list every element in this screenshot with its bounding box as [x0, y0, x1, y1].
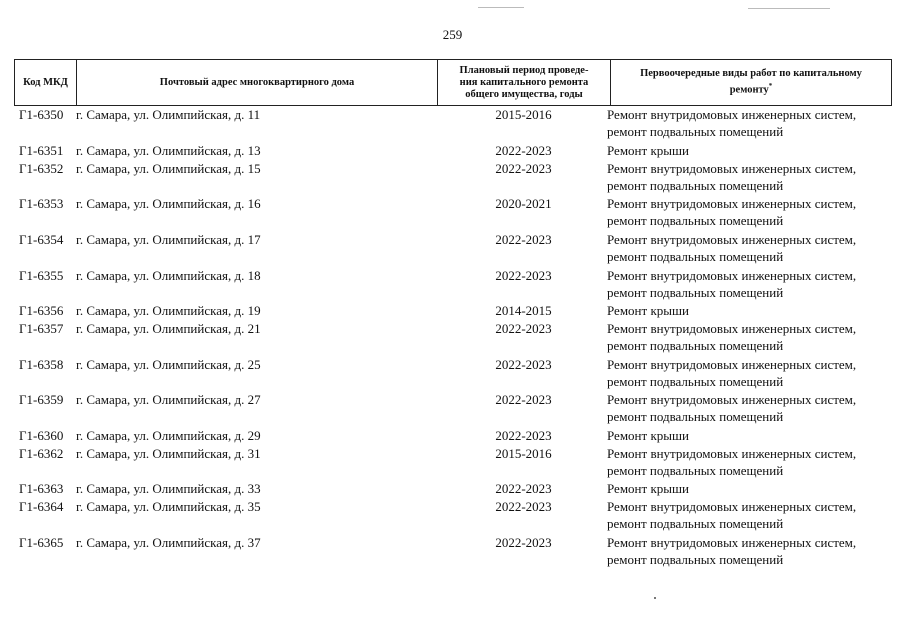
row-code: Г1-6350 [19, 107, 64, 122]
row-address: г. Самара, ул. Олимпийская, д. 13 [76, 143, 261, 158]
row-works [607, 231, 897, 265]
row-address: г. Самара, ул. Олимпийская, д. 21 [76, 321, 261, 336]
table-row [0, 320, 905, 356]
row-works [607, 160, 897, 194]
row-works [607, 534, 897, 568]
row-works-line: Ремонт крыши [607, 428, 689, 443]
row-works [607, 391, 897, 425]
row-address: г. Самара, ул. Олимпийская, д. 17 [76, 232, 261, 247]
row-works-line: Ремонт внутридомовых инженерных систем, [607, 535, 857, 550]
row-works-line: Ремонт внутридомовых инженерных систем, [607, 232, 857, 247]
row-period: 2020-2021 [495, 196, 552, 211]
row-works-line: ремонт подвальных помещений [607, 409, 784, 424]
row-works [607, 106, 897, 140]
row-period: 2022-2023 [495, 392, 552, 407]
row-period: 2022-2023 [495, 481, 552, 496]
row-works [607, 267, 897, 301]
row-period: 2022-2023 [495, 499, 552, 514]
row-code: Г1-6360 [19, 428, 64, 443]
row-period: 2022-2023 [495, 428, 552, 443]
row-code: Г1-6354 [19, 232, 64, 247]
scan-speck [654, 597, 656, 599]
row-works-line: Ремонт внутридомовых инженерных систем, [607, 196, 857, 211]
row-address: г. Самара, ул. Олимпийская, д. 27 [76, 392, 261, 407]
table-row [0, 534, 905, 570]
row-works-line: ремонт подвальных помещений [607, 552, 784, 567]
row-works-line: Ремонт крыши [607, 143, 689, 158]
row-period: 2014-2015 [495, 303, 552, 318]
row-code: Г1-6359 [19, 392, 64, 407]
row-works-line: Ремонт внутридомовых инженерных систем, [607, 392, 857, 407]
row-address: г. Самара, ул. Олимпийская, д. 25 [76, 357, 261, 372]
row-works-line: ремонт подвальных помещений [607, 285, 784, 300]
row-code: Г1-6352 [19, 161, 64, 176]
row-period: 2022-2023 [495, 161, 552, 176]
row-code: Г1-6358 [19, 357, 64, 372]
row-address: г. Самара, ул. Олимпийская, д. 29 [76, 428, 261, 443]
row-works-line: Ремонт внутридомовых инженерных систем, [607, 357, 857, 372]
row-address: г. Самара, ул. Олимпийская, д. 33 [76, 481, 261, 496]
row-works-line: ремонт подвальных помещений [607, 338, 784, 353]
row-works-line: ремонт подвальных помещений [607, 249, 784, 264]
row-period: 2015-2016 [495, 446, 552, 461]
row-works [607, 302, 897, 319]
row-code: Г1-6351 [19, 143, 64, 158]
row-works-line: Ремонт внутридомовых инженерных систем, [607, 446, 857, 461]
header-works-footnote-mark: * [768, 82, 773, 91]
row-works-line: ремонт подвальных помещений [607, 178, 784, 193]
row-code: Г1-6365 [19, 535, 64, 550]
row-works [607, 498, 897, 532]
header-code: Код МКД [23, 76, 68, 88]
row-works-line: Ремонт внутридомовых инженерных систем, [607, 499, 857, 514]
row-address: г. Самара, ул. Олимпийская, д. 18 [76, 268, 261, 283]
row-works [607, 320, 897, 354]
row-works-line: ремонт подвальных помещений [607, 516, 784, 531]
row-code: Г1-6353 [19, 196, 64, 211]
table-row [0, 267, 905, 303]
row-code: Г1-6356 [19, 303, 64, 318]
table-row [0, 160, 905, 196]
row-works-line: ремонт подвальных помещений [607, 374, 784, 389]
table-row [0, 391, 905, 427]
row-works-line: ремонт подвальных помещений [607, 124, 784, 139]
header-address: Почтовый адрес многоквартирного дома [76, 60, 437, 105]
row-period: 2022-2023 [495, 268, 552, 283]
row-code: Г1-6362 [19, 446, 64, 461]
row-code: Г1-6357 [19, 321, 64, 336]
table-row [0, 445, 905, 481]
table-row [0, 106, 905, 142]
row-code: Г1-6364 [19, 499, 64, 514]
row-address: г. Самара, ул. Олимпийская, д. 35 [76, 499, 261, 514]
page-number: 259 [442, 27, 463, 42]
row-works [607, 356, 897, 390]
row-works-line: Ремонт крыши [607, 481, 689, 496]
row-period: 2022-2023 [495, 357, 552, 372]
row-address: г. Самара, ул. Олимпийская, д. 16 [76, 196, 261, 211]
header-period: Плановый период проведе- ния капитального ремонта общего имущества, годы [437, 60, 610, 105]
row-works-line: Ремонт внутридомовых инженерных систем, [607, 107, 857, 122]
row-works-line: Ремонт внутридомовых инженерных систем, [607, 321, 857, 336]
row-works-line: Ремонт внутридомовых инженерных систем, [607, 268, 857, 283]
row-works [607, 427, 897, 444]
row-period: 2022-2023 [495, 321, 552, 336]
row-works [607, 445, 897, 479]
row-period: 2022-2023 [495, 143, 552, 158]
row-address: г. Самара, ул. Олимпийская, д. 11 [76, 107, 261, 122]
table-row [0, 195, 905, 231]
row-works-line: Ремонт внутридомовых инженерных систем, [607, 161, 857, 176]
row-works-line: Ремонт крыши [607, 303, 689, 318]
row-works-line: ремонт подвальных помещений [607, 463, 784, 478]
row-address: г. Самара, ул. Олимпийская, д. 19 [76, 303, 261, 318]
row-period: 2022-2023 [495, 232, 552, 247]
row-code: Г1-6355 [19, 268, 64, 283]
row-works-line: ремонт подвальных помещений [607, 213, 784, 228]
table-row [0, 231, 905, 267]
row-period: 2022-2023 [495, 535, 552, 550]
row-works [607, 480, 897, 497]
table-row [0, 498, 905, 534]
header-works-text: Первоочередные виды работ по капитальному ремонту [640, 68, 862, 96]
row-works [607, 142, 897, 159]
row-code: Г1-6363 [19, 481, 64, 496]
row-address: г. Самара, ул. Олимпийская, д. 15 [76, 161, 261, 176]
row-address: г. Самара, ул. Олимпийская, д. 37 [76, 535, 261, 550]
row-period: 2015-2016 [495, 107, 552, 122]
table-row [0, 356, 905, 392]
row-works [607, 195, 897, 229]
row-address: г. Самара, ул. Олимпийская, д. 31 [76, 446, 261, 461]
